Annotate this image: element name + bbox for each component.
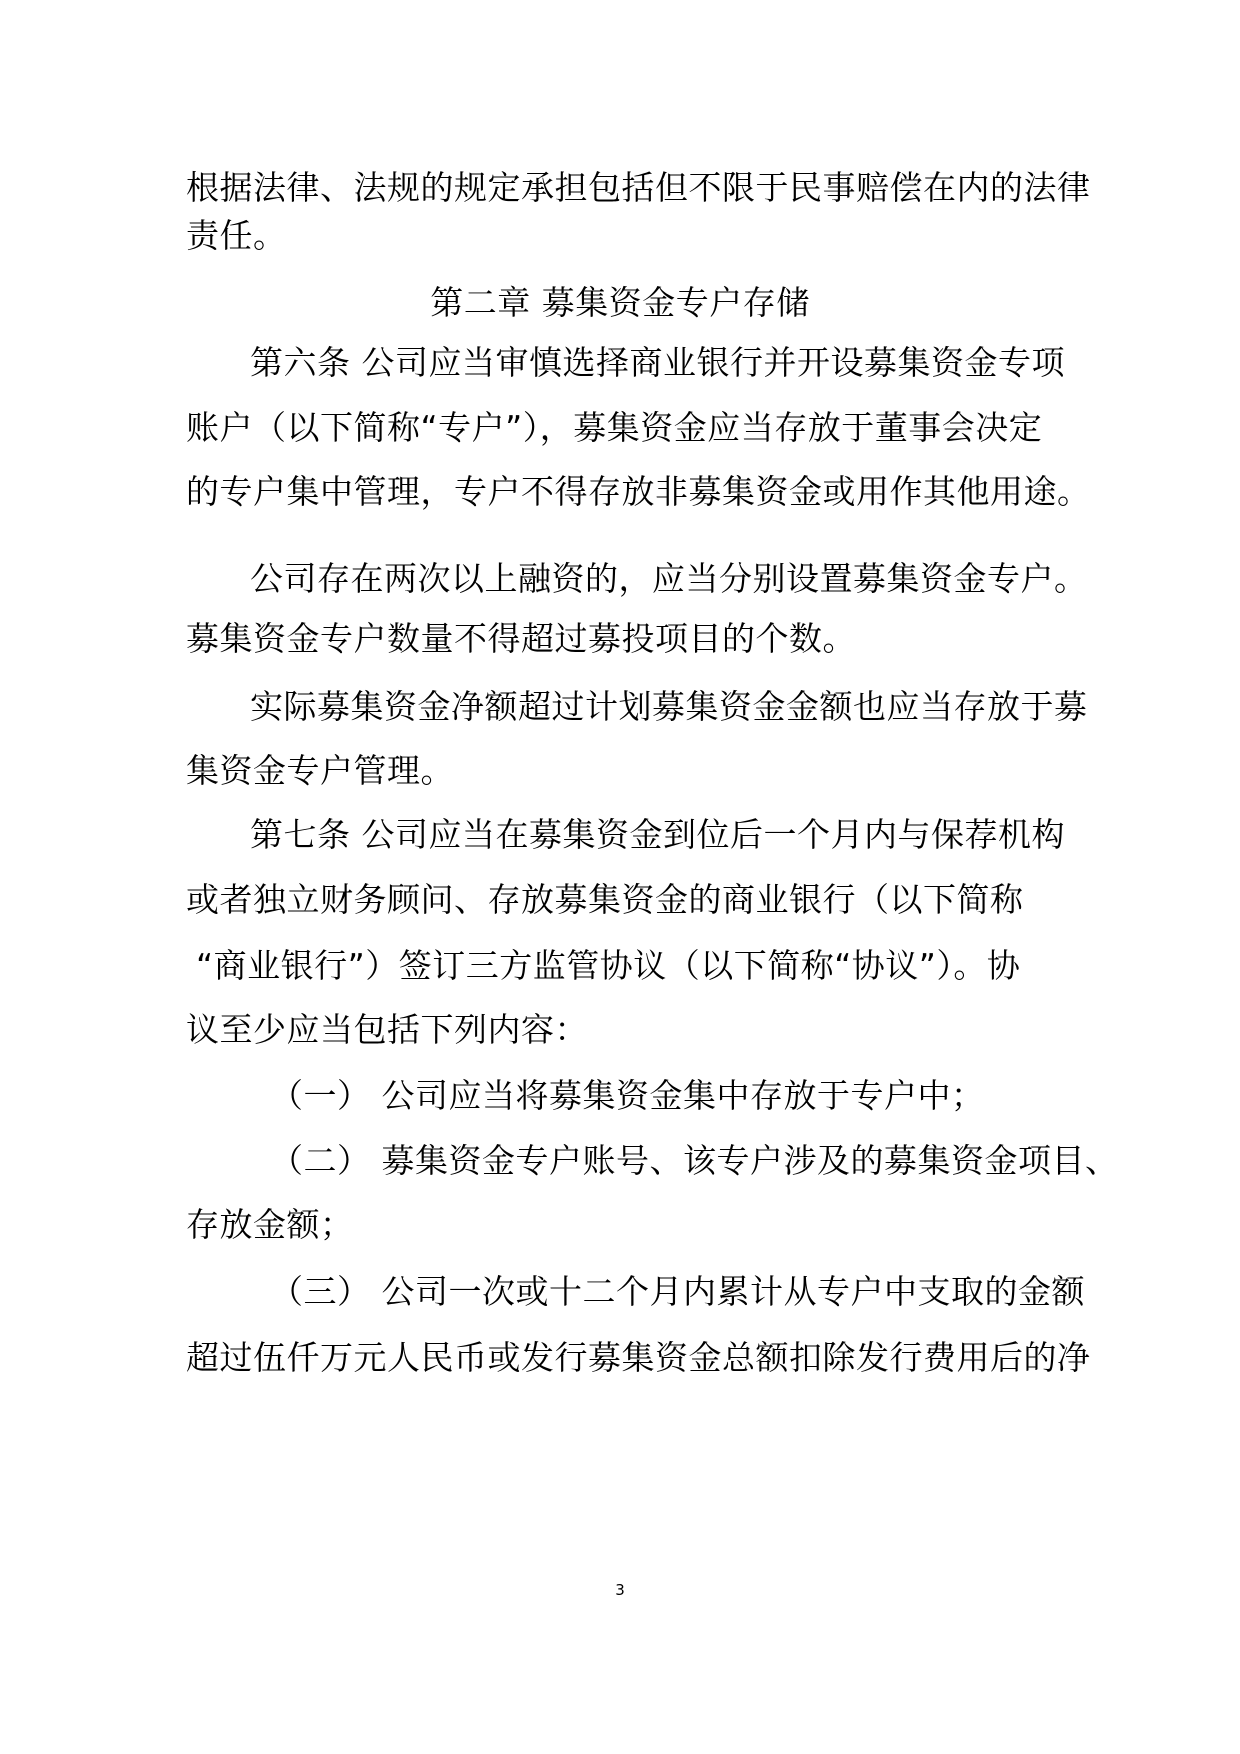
paragraph-2-line-2: 募集资金专户数量不得超过募投项目的个数。 (186, 619, 856, 658)
list-item-3-line-2: 超过伍仟万元人民币或发行募集资金总额扣除发行费用后的净 (186, 1338, 1091, 1377)
page-number: 3 (615, 1581, 625, 1599)
list-item-2-line-2: 存放金额； (186, 1205, 354, 1244)
article-7-line-1: 第七条 公司应当在募集资金到位后一个月内与保荐机构 (250, 815, 1065, 854)
article-6-line-2: 账户（以下简称“专户”），募集资金应当存放于董事会决定 (186, 408, 1043, 447)
article-6-line-3: 的专户集中管理，专户不得存放非募集资金或用作其他用途。 (186, 472, 1091, 511)
article-7-line-2: 或者独立财务顾问、存放募集资金的商业银行（以下简称 (186, 880, 1024, 919)
article-7-line-4: 议至少应当包括下列内容： (186, 1010, 588, 1049)
list-item-2-line-1: （二） 募集资金专户账号、该专户涉及的募集资金项目、 (270, 1141, 1119, 1180)
article-6-line-1: 第六条 公司应当审慎选择商业银行并开设募集资金专项 (250, 343, 1065, 382)
chapter-heading: 第二章 募集资金专户存储 (430, 283, 810, 322)
paragraph-2-line-1: 公司存在两次以上融资的，应当分别设置募集资金专户。 (250, 559, 1088, 598)
text-line-1: 根据法律、法规的规定承担包括但不限于民事赔偿在内的法律 (186, 168, 1091, 207)
paragraph-3-line-1: 实际募集资金净额超过计划募集资金金额也应当存放于募 (250, 687, 1088, 726)
article-7-line-3: “商业银行”）签订三方监管协议（以下简称“协议”）。协 (196, 946, 1021, 985)
paragraph-3-line-2: 集资金专户管理。 (186, 751, 454, 790)
list-item-3-line-1: （三） 公司一次或十二个月内累计从专户中支取的金额 (270, 1272, 1085, 1311)
list-item-1: （一） 公司应当将募集资金集中存放于专户中； (270, 1076, 985, 1115)
text-line-2: 责任。 (186, 216, 287, 255)
